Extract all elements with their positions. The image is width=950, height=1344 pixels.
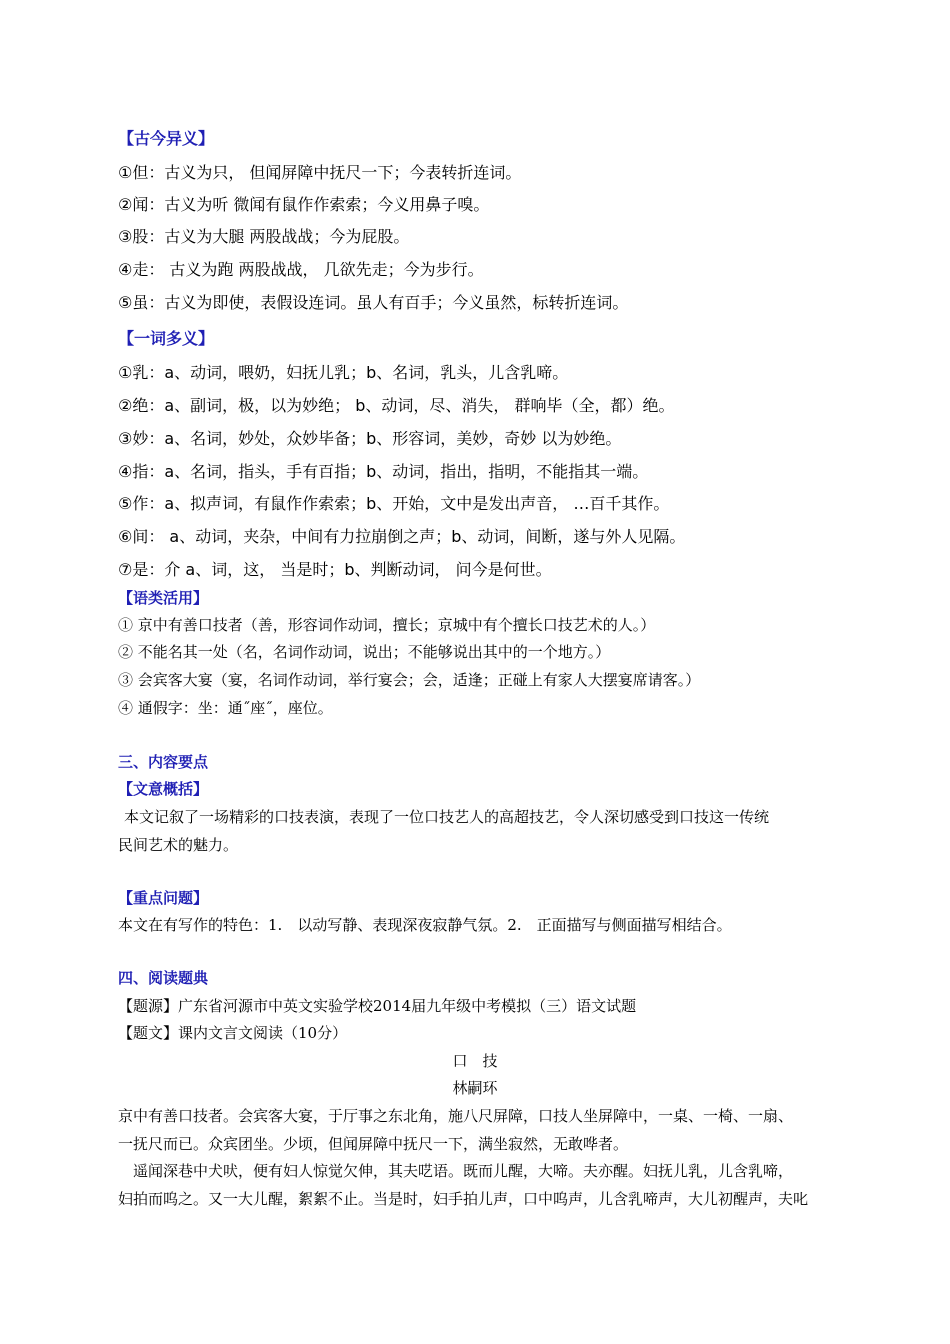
list-item: ⑤作：a、拟声词，有鼠作作索索；b、开始，文中是发出声音， …百千其作。 xyxy=(118,494,670,513)
list-item: ④指：a、名词，指头，手有百指；b、动词，指出，指明，不能指其一端。 xyxy=(118,462,649,481)
list-item: ③ 会宾客大宴（宴，名词作动词，举行宴会；会，适逢；正碰上有家人大摆宴席请客。） xyxy=(118,671,701,689)
paragraph-line: 本文记叙了一场精彩的口技表演，表现了一位口技艺人的高超技艺，令人深切感受到口技这一传统 xyxy=(124,808,770,826)
question-text: 【题文】课内文言文阅读（10分） xyxy=(118,1024,348,1042)
passage-line: 妇拍而呜之。又一大儿醒，絮絮不止。当是时，妇手拍儿声，口中呜声，儿含乳啼声，大儿初醒声，夫叱 xyxy=(118,1190,809,1208)
paragraph-line: 本文在有写作的特色：1. 以动写静、表现深夜寂静气氛。2. 正面描写与侧面描写相结合。 xyxy=(118,916,732,934)
subheading-key-questions: 【重点问题】 xyxy=(118,889,209,907)
list-item: ⑤虽：古义为即使，表假设连词。虽人有百手；今义虽然，标转折连词。 xyxy=(118,293,629,312)
passage-author: 林嗣环 xyxy=(452,1079,498,1097)
section-heading-gujin-yiyi: 【古今异义】 xyxy=(118,129,215,148)
passage-line: 遥闻深巷中犬吠，便有妇人惊觉欠伸，其夫呓语。既而儿醒，大啼。夫亦醒。妇抚儿乳，儿含乳啼， xyxy=(133,1162,794,1180)
section-heading-reading: 四、阅读题典 xyxy=(118,969,209,987)
list-item: ③妙：a、名词，妙处，众妙毕备；b、形容词，美妙，奇妙 以为妙绝。 xyxy=(118,429,622,448)
passage-line: 京中有善口技者。会宾客大宴，于厅事之东北角，施八尺屏障，口技人坐屏障中，一桌、一椅、一扇、 xyxy=(118,1107,794,1125)
section-heading-yici-duoyi: 【一词多义】 xyxy=(118,329,215,348)
list-item: ②绝：a、副词，极，以为妙绝； b、动词，尽、消失， 群响毕（全，都）绝。 xyxy=(118,396,675,415)
subheading-summary: 【文意概括】 xyxy=(118,780,209,798)
paragraph-line: 民间艺术的魅力。 xyxy=(118,836,239,854)
list-item: ②闻：古义为听 微闻有鼠作作索索；今义用鼻子嗅。 xyxy=(118,195,490,214)
list-item: ⑥间： a、动词，夹杂，中间有力拉崩倒之声；b、动词，间断，遂与外人见隔。 xyxy=(118,527,686,546)
list-item: ④走： 古义为跑 两股战战， 几欲先走；今为步行。 xyxy=(118,260,484,279)
section-heading-yulei-huoyong: 【语类活用】 xyxy=(118,589,209,607)
passage-title: 口 技 xyxy=(452,1052,498,1070)
passage-line: 一抚尺而已。众宾团坐。少顷，但闻屏障中抚尺一下，满坐寂然，无敢哗者。 xyxy=(118,1135,629,1153)
list-item: ① 京中有善口技者（善，形容词作动词，擅长；京城中有个擅长口技艺术的人。） xyxy=(118,616,656,634)
list-item: ⑦是：介 a、词，这， 当是时；b、判断动词， 问今是何世。 xyxy=(118,560,552,579)
list-item: ② 不能名其一处（名，名词作动词，说出；不能够说出其中的一个地方。） xyxy=(118,643,611,661)
list-item: ①但：古义为只， 但闻屏障中抚尺一下；今表转折连词。 xyxy=(118,163,522,182)
list-item: ①乳：a、动词，喂奶，妇抚儿乳；b、名词，乳头，儿含乳啼。 xyxy=(118,363,569,382)
list-item: ③股：古义为大腿 两股战战；今为屁股。 xyxy=(118,227,410,246)
list-item: ④ 通假字：坐：通˝座˝，座位。 xyxy=(118,699,333,717)
section-heading-content-points: 三、内容要点 xyxy=(118,753,209,771)
question-source: 【题源】广东省河源市中英文实验学校2014届九年级中考模拟（三）语文试题 xyxy=(118,997,637,1015)
